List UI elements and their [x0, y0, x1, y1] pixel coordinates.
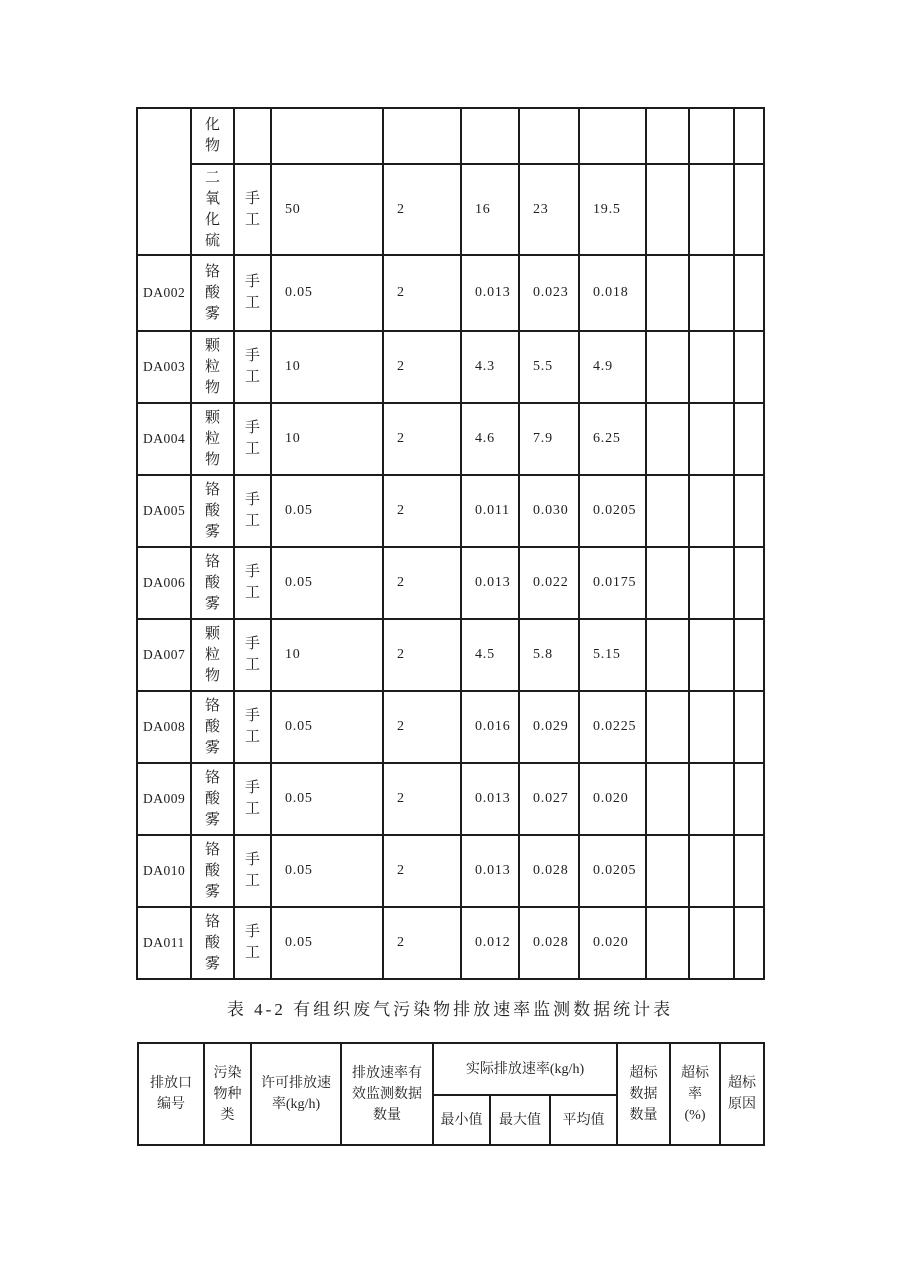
cell-text: 10 [285, 647, 301, 662]
table-cell [137, 691, 191, 763]
table-cell [734, 403, 764, 475]
cell-text: 5.8 [533, 647, 553, 662]
table-cell [383, 907, 461, 979]
header-exceed-count: 超标数据数量 [617, 1043, 670, 1145]
table-cell [234, 907, 271, 979]
table-row [137, 108, 764, 164]
table-cell [191, 331, 234, 403]
cell-text: 0.05 [285, 575, 313, 590]
table-row [137, 763, 764, 835]
table-cell [689, 547, 734, 619]
cell-text: 手工 [244, 924, 260, 961]
header-pollutant-type: 污染物种类 [204, 1043, 251, 1145]
cell-text: 0.011 [475, 503, 510, 518]
table-cell [734, 835, 764, 907]
table-row [137, 619, 764, 691]
cell-text: DA011 [143, 935, 185, 950]
cell-text: 0.023 [533, 285, 569, 300]
table-cell [579, 691, 646, 763]
table-cell [191, 403, 234, 475]
header-exceed-reason: 超标原因 [720, 1043, 764, 1145]
table-cell [461, 255, 519, 331]
table-cell [461, 691, 519, 763]
table-cell [646, 331, 689, 403]
cell-text: 4.3 [475, 359, 495, 374]
table-cell [519, 331, 579, 403]
cell-text: 23 [533, 201, 549, 217]
table-cell [689, 403, 734, 475]
table-cell [646, 255, 689, 331]
table-cell [519, 907, 579, 979]
table-cell [383, 475, 461, 547]
table-cell [383, 619, 461, 691]
cell-text: 16 [475, 201, 491, 217]
cell-text: 化物 [204, 117, 220, 154]
table-cell [137, 331, 191, 403]
cell-text: 6.25 [593, 431, 621, 446]
table-cell [734, 763, 764, 835]
table-cell [137, 108, 191, 255]
table-cell [271, 907, 383, 979]
cell-text: 2 [397, 431, 405, 446]
cell-text: DA008 [143, 719, 186, 734]
table-cell [646, 475, 689, 547]
cell-text: 2 [397, 791, 405, 806]
table-cell [519, 763, 579, 835]
cell-text: 2 [397, 359, 405, 374]
table-cell [137, 835, 191, 907]
cell-text: 颗粒物 [204, 337, 220, 396]
table-cell [234, 331, 271, 403]
table-cell [137, 619, 191, 691]
table-cell [461, 763, 519, 835]
cell-text: 手工 [244, 636, 260, 673]
table-cell [137, 547, 191, 619]
header-permitted-rate: 许可排放速率(kg/h) [251, 1043, 341, 1145]
table-cell [646, 619, 689, 691]
table-cell [137, 907, 191, 979]
cell-text: 0.022 [533, 575, 569, 590]
table-cell [271, 691, 383, 763]
table-cell [579, 763, 646, 835]
table-cell [461, 547, 519, 619]
cell-text: 50 [285, 201, 301, 217]
table-cell [383, 763, 461, 835]
cell-text: 铬酸雾 [204, 841, 220, 900]
table-cell [191, 255, 234, 331]
cell-text: 0.05 [285, 863, 313, 878]
table-cell [383, 403, 461, 475]
table-row [137, 907, 764, 979]
table-cell [137, 403, 191, 475]
table-cell [383, 835, 461, 907]
cell-text: 手工 [244, 190, 260, 228]
table-row [137, 547, 764, 619]
table-cell [191, 907, 234, 979]
table-cell [734, 691, 764, 763]
table-caption: 表 4-2 有组织废气污染物排放速率监测数据统计表 [226, 1000, 674, 1019]
table-cell [271, 763, 383, 835]
cell-text: DA009 [143, 791, 186, 806]
cell-text: DA004 [143, 431, 186, 446]
table-cell [461, 907, 519, 979]
table-cell [383, 547, 461, 619]
cell-text: 0.013 [475, 863, 511, 878]
table-row [137, 835, 764, 907]
cell-text: DA005 [143, 503, 186, 518]
cell-text: 2 [397, 201, 405, 217]
cell-text: 2 [397, 935, 405, 950]
emission-rate-statistics-table [137, 1042, 765, 1146]
table-cell [646, 763, 689, 835]
table-cell [234, 547, 271, 619]
table-cell [689, 475, 734, 547]
header-exceed-rate: 超标率(%) [670, 1043, 720, 1145]
table-cell [579, 164, 646, 255]
table-cell [579, 907, 646, 979]
cell-text: 2 [397, 647, 405, 662]
table-cell [461, 403, 519, 475]
table-cell [689, 619, 734, 691]
cell-text: 手工 [244, 348, 260, 385]
table-cell [689, 108, 734, 164]
table-cell [519, 255, 579, 331]
table-row [137, 403, 764, 475]
table-cell [271, 164, 383, 255]
table-cell [137, 475, 191, 547]
cell-text: 4.6 [475, 431, 495, 446]
cell-text: 2 [397, 719, 405, 734]
cell-text: 手工 [244, 780, 260, 817]
table-cell [191, 547, 234, 619]
cell-text: 2 [397, 575, 405, 590]
cell-text: 7.9 [533, 431, 553, 446]
cell-text: 0.05 [285, 719, 313, 734]
table-row [137, 691, 764, 763]
table-cell [519, 403, 579, 475]
cell-text: 铬酸雾 [204, 913, 220, 972]
table-row [137, 164, 764, 255]
table-cell [579, 475, 646, 547]
cell-text: 铬酸雾 [204, 697, 220, 756]
table-cell [734, 619, 764, 691]
table-cell [646, 164, 689, 255]
table-cell [734, 164, 764, 255]
table-cell [646, 547, 689, 619]
table-cell [234, 403, 271, 475]
cell-text: 0.016 [475, 719, 511, 734]
table-cell [461, 331, 519, 403]
table-cell [689, 907, 734, 979]
table-cell [137, 763, 191, 835]
table-cell [519, 164, 579, 255]
cell-text: 0.029 [533, 719, 569, 734]
cell-text: 手工 [244, 492, 260, 529]
table-cell [234, 108, 271, 164]
table-cell [579, 835, 646, 907]
table-cell [646, 108, 689, 164]
table-cell [383, 255, 461, 331]
cell-text: DA003 [143, 359, 186, 374]
header-row-top [138, 1043, 764, 1095]
table-cell [519, 691, 579, 763]
cell-text: 0.013 [475, 575, 511, 590]
cell-text: 0.05 [285, 791, 313, 806]
cell-text: 0.020 [593, 791, 629, 806]
table-cell [689, 835, 734, 907]
table-cell [646, 403, 689, 475]
cell-text: 0.013 [475, 285, 511, 300]
header-avg-value: 平均值 [550, 1095, 617, 1145]
table-cell [689, 331, 734, 403]
table-cell [579, 331, 646, 403]
table-cell [383, 691, 461, 763]
table-cell [519, 835, 579, 907]
cell-text: 手工 [244, 274, 260, 311]
table-cell [646, 835, 689, 907]
table-cell [461, 164, 519, 255]
table-cell [271, 403, 383, 475]
table-cell [689, 763, 734, 835]
cell-text: 2 [397, 503, 405, 518]
table-cell [646, 907, 689, 979]
table-cell [271, 255, 383, 331]
cell-text: 10 [285, 359, 301, 374]
cell-text: 2 [397, 285, 405, 300]
table-cell [271, 547, 383, 619]
table-cell [234, 763, 271, 835]
table-cell [579, 255, 646, 331]
table-cell [383, 108, 461, 164]
table-cell [734, 475, 764, 547]
table-cell [689, 164, 734, 255]
table-cell [191, 164, 234, 255]
cell-text: 0.027 [533, 791, 569, 806]
cell-text: 手工 [244, 708, 260, 745]
emission-monitoring-data-table [136, 107, 765, 980]
table-cell [234, 619, 271, 691]
table-cell [689, 255, 734, 331]
cell-text: 铬酸雾 [204, 553, 220, 612]
cell-text: 0.028 [533, 863, 569, 878]
cell-text: 4.5 [475, 647, 495, 662]
table-cell [234, 164, 271, 255]
header-outlet-id: 排放口编号 [138, 1043, 204, 1145]
cell-text: 4.9 [593, 359, 613, 374]
cell-text: 5.5 [533, 359, 553, 374]
cell-text: 19.5 [593, 201, 621, 217]
cell-text: 5.15 [593, 647, 621, 662]
table-cell [271, 835, 383, 907]
table-cell [519, 475, 579, 547]
table-cell [461, 619, 519, 691]
table-cell [191, 475, 234, 547]
table-cell [579, 619, 646, 691]
table-cell [734, 907, 764, 979]
table-cell [519, 619, 579, 691]
cell-text: DA010 [143, 863, 186, 878]
cell-text: 0.05 [285, 285, 313, 300]
cell-text: 0.05 [285, 935, 313, 950]
cell-text: 颗粒物 [204, 409, 220, 468]
cell-text: 0.0175 [593, 575, 637, 590]
table-cell [383, 164, 461, 255]
cell-text: DA006 [143, 575, 186, 590]
cell-text: 0.020 [593, 935, 629, 950]
cell-text: 0.0205 [593, 863, 637, 878]
table-cell [579, 547, 646, 619]
cell-text: 二氧化硫 [204, 169, 220, 249]
cell-text: 0.05 [285, 503, 313, 518]
cell-text: 10 [285, 431, 301, 446]
table-cell [461, 835, 519, 907]
table-cell [191, 108, 234, 164]
cell-text: 2 [397, 863, 405, 878]
cell-text: 0.0205 [593, 503, 637, 518]
table-cell [234, 835, 271, 907]
cell-text: DA002 [143, 285, 186, 300]
cell-text: 手工 [244, 852, 260, 889]
table-row [137, 255, 764, 331]
table-cell [519, 108, 579, 164]
cell-text: 铬酸雾 [204, 481, 220, 540]
header-min-value: 最小值 [433, 1095, 490, 1145]
table-row [137, 475, 764, 547]
table-cell [137, 255, 191, 331]
cell-text: 0.018 [593, 285, 629, 300]
table-cell [689, 691, 734, 763]
table-cell [461, 475, 519, 547]
table-cell [579, 108, 646, 164]
cell-text: 手工 [244, 420, 260, 457]
table-cell [191, 619, 234, 691]
table-cell [271, 331, 383, 403]
table-cell [734, 108, 764, 164]
header-valid-data-count: 排放速率有效监测数据数量 [341, 1043, 433, 1145]
table-cell [519, 547, 579, 619]
table-cell [579, 403, 646, 475]
cell-text: DA007 [143, 647, 186, 662]
cell-text: 手工 [244, 564, 260, 601]
table-cell [734, 331, 764, 403]
cell-text: 颗粒物 [204, 625, 220, 684]
table-cell [234, 691, 271, 763]
cell-text: 0.030 [533, 503, 569, 518]
cell-text: 0.028 [533, 935, 569, 950]
table-cell [734, 255, 764, 331]
table-cell [646, 691, 689, 763]
header-actual-rate-group: 实际排放速率(kg/h) [433, 1043, 617, 1095]
cell-text: 铬酸雾 [204, 769, 220, 828]
header-max-value: 最大值 [490, 1095, 550, 1145]
table-cell [461, 108, 519, 164]
table-cell [734, 547, 764, 619]
cell-text: 0.012 [475, 935, 511, 950]
table-cell [191, 835, 234, 907]
cell-text: 铬酸雾 [204, 263, 220, 322]
table-row [137, 331, 764, 403]
table-cell [271, 108, 383, 164]
cell-text: 0.013 [475, 791, 511, 806]
table-cell [191, 691, 234, 763]
table-cell [234, 255, 271, 331]
table-cell [271, 619, 383, 691]
table-cell [234, 475, 271, 547]
table-cell [383, 331, 461, 403]
table-cell [271, 475, 383, 547]
table-cell [191, 763, 234, 835]
cell-text: 0.0225 [593, 719, 637, 734]
